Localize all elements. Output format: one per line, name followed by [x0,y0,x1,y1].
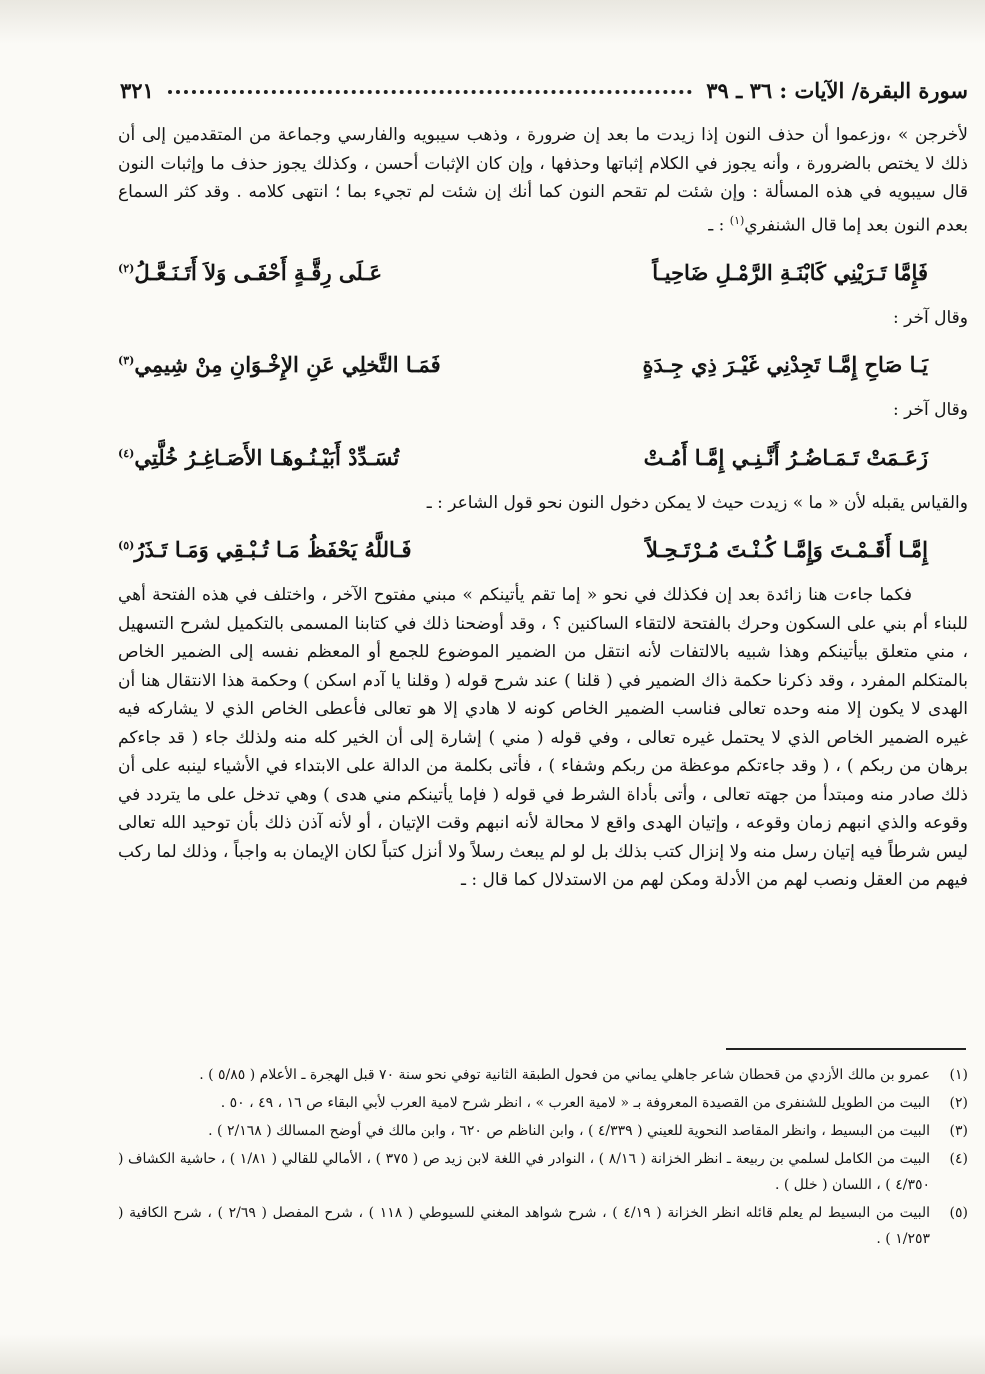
qala-1: وقال آخر : [892,307,968,328]
paragraph-2: فكما جاءت هنا زائدة بعد إن فكذلك في نحو « إما تقم يأتينكم » مبني مفتوح الآخر ، واختلف في هذه الفتحة أهي للبناء أم بني على السكون وحرك بالفتحة لالتقاء الساكنين ؟ ، وقد أوضحنا ذلك في كتابنا المسمى بالتكميل لشرح التسهيل ، مني متعلق بيأتينكم وهذا شبيه بالالتفات لأنه انتقل من الضمير الموضوع للجمع أو المعظم نفسه إلى الضمير الخاص بالمتكلم المفرد ، وقد ذكرنا حكمة ذاك الضمير في ( قلنا ) عند شرح قوله ( وقلنا يا آدم اسكن ) وحكمة هذا الانتقال هنا أن الهدى لا يكون إلا منه وحده تعالى فناسب الضمير الخاص كونه لا هادي إلا هو تعالى فأعطى الخاص الذي لا يشاركه فيه غيره الضمير الخاص الذي لا يحتمل غيره تعالى ، وفي قوله ( مني ) إشارة إلى أن الخير كله منه ولذلك جاء ( قد جاءكم برهان من ربكم ) ، ( وقد جاءتكم موعظة من ربكم وشفاء ) ، فأتى بكلمة من الدالة على الابتداء في الأشياء لينبه على أن ذلك صادر منه ومبتدأ من جهته تعالى ، وأتى بأداة الشرط في قوله ( فإما يأتينكم مني هدى ) وهي تدخل على ما يتردد في وقوعه والذي انبهم زمان وقوعه ، وإتيان الهدى واقع لا محالة لأنه انبهم وقت الإتيان ، أو لأنه آذن ذلك بأن توحيد الله تعالى ليس شرطاً فيه إتيان رسل منه ولا إنزال كتب بذلك بل لو لم يبعث رسلاً ولا أنزل كتباً لكان الإيمان به واجباً ، وذلك لما ركب فيهم من العقل ونصب لهم من الأدلة ومكن لهم من الاستدلال كما قال : ـ [118,585,968,891]
footnote-marker-4: (٤) [118,446,135,460]
footnotes [118,1062,968,1254]
verse-2-first-hemistich: يَـا صَاحِ إِمَّـا تَجِدْنِي غَيْـرَ ذِي جِـدَةٍ [642,352,928,378]
footnote-text: البيت من الكامل لسلمي بن ربيعة ـ انظر الخزانة ( ٨/١٦ ) ، النوادر في اللغة لابن زيد ص ( ٣٧٥ ) ، الأمالي للقالي ( ١/٨١ ) ، حاشية الكشاف ( ٤/٣٥٠ ) ، اللسان ( خلل ) . [118,1151,930,1193]
footnote-separator [726,1048,966,1050]
footnote-text: البيت من الطويل للشنفرى من القصيدة المعروفة بـ « لامية العرب » ، انظر شرح لامية العرب لأبي البقاء ص ١٦ ، ٤٩ ، ٥٠ . [220,1095,930,1111]
verse-3-second-text: تُسَـدِّدْ أَبَيْـنُـوهَـا الأَصَـاغِـرُ خُلَّتِي [134,444,400,470]
footnote-number: (٥) [949,1205,968,1221]
verse-1-first-hemistich: فَإِمَّا تَـرَيْنِي كَابْنَـةِ الرَّمْـلِ ضَاحِيـاً [652,259,928,285]
verse-3 [118,437,968,475]
paragraph-1-end: : ـ [708,215,730,236]
verse-2-second-hemistich [118,344,498,382]
header-dot-leader [168,86,692,94]
verse-4-first-hemistich: إِمَّـا أَقَـمْـتَ وَإِمَّـا كُـنْـتَ مُـرْتَـحِـلاً [645,537,928,563]
footnote-text: البيت من البسيط لم يعلم قائله انظر الخزانة ( ٤/١٩ ) ، شرح شواهد المغني للسيوطي ( ١١٨ ) ، شرح المفصل ( ٢/٦٩ ) ، شرح الكافية ( ١/٢٥٣ ) . [118,1205,930,1247]
verse-1-second-hemistich [118,252,498,290]
verse-1-second-text: عَـلَى رِقَّـةٍ أَحْفَـى وَلاَ أَتَـنَـعَّـلُ [134,259,383,285]
footnote-text: البيت من البسيط ، وانظر المقاصد النحوية للعيني ( ٤/٣٣٩ ) ، وابن الناظم ص ٦٢٠ ، وابن مالك في أوضح المسالك ( ٢/١٦٨ ) . [208,1123,930,1139]
page-number: ٣٢١ [120,77,154,103]
footnote-5 [118,1200,968,1252]
footnote-marker-1: (١) [729,213,745,227]
scan-edge-bottom [0,1334,985,1374]
footnote-marker-3: (٣) [118,354,135,368]
main-text [118,121,968,895]
footnote-number: (٣) [949,1123,968,1139]
footnote-number: (٢) [949,1095,968,1111]
footnote-4 [118,1146,968,1198]
footnote-3 [118,1118,968,1144]
verse-4-second-text: فَـاللَّهُ يَحْفَظُ مَـا تُـبْـقِي وَمَـا تَـذَرُ [134,537,412,563]
footnote-text: عمرو بن مالك الأزدي من قحطان شاعر جاهلي يماني من فحول الطبقة الثانية توفي نحو سنة ٧٠ قبل الهجرة ـ الأعلام ( ٥/٨٥ ) . [199,1067,930,1083]
verse-4 [118,529,968,567]
paragraph-1 [118,121,968,240]
footnote-2 [118,1090,968,1116]
qiyas-line: والقياس يقبله لأن « ما » زيدت حيث لا يمكن دخول النون نحو قول الشاعر : ـ [426,492,968,513]
running-title: سورة البقرة/ الآيات : ٣٦ ـ ٣٩ [706,77,968,103]
footnote-1 [118,1062,968,1088]
qala-2: وقال آخر : [892,400,968,421]
verse-4-second-hemistich [118,529,498,567]
footnote-number: (١) [949,1067,968,1083]
verse-3-second-hemistich [118,437,498,475]
footnote-number: (٤) [949,1151,968,1167]
paragraph-1-text: لأخرجن » ،وزعموا أن حذف النون إذا زيدت ما بعد إن ضرورة ، وذهب سيبويه والفارسي وجماعة من المتقدمين إلى أن ذلك لا يختص بالضرورة ، وأنه يجوز في الكلام إثباتها وحذفها ، وإن كان الإثبات أحسن ، وكذلك يجوز حذف ما وإثبات النون قال سيبويه في هذه المسألة : وإن شئت لم تقحم النون كما أنك إن شئت لم تجيء بما ؛ انتهى كلامه . وقد كثر السماع بعدم النون بعد إما قال الشنفري [118,125,968,236]
footnote-marker-5: (٥) [118,539,135,553]
footnote-marker-2: (٢) [118,261,135,275]
verse-3-first-hemistich: زَعَـمَتْ تَـمَـاضُـرُ أَنَّـنِـي إِمَّـا أَمُـتْ [643,444,928,470]
running-header [120,70,968,110]
scan-edge-top [0,0,985,44]
verse-2-second-text: فَمَـا التَّخلِي عَنِ الإِخْـوَانِ مِنْ شِيمِي [134,352,441,378]
verse-2 [118,344,968,382]
verse-1 [118,252,968,290]
